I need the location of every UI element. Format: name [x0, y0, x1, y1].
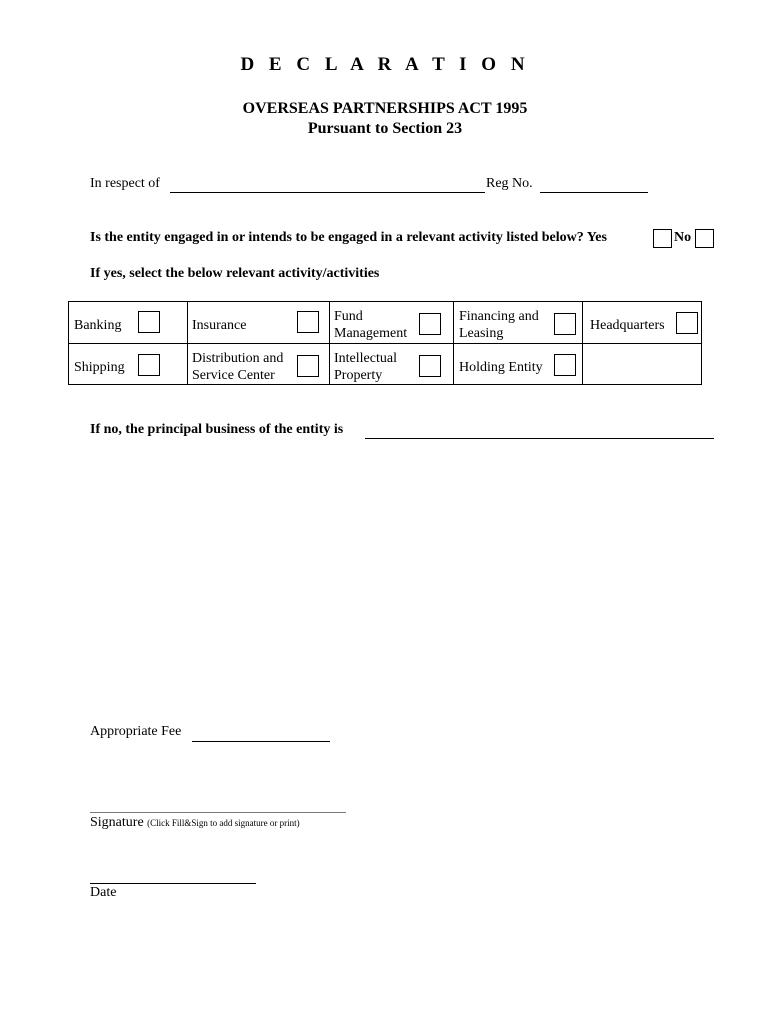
relevant-activity-question: Is the entity engaged in or intends to be engaged in a relevant activity listed below? Yes	[90, 230, 607, 245]
select-activities-instruction: If yes, select the below relevant activity/activities	[90, 266, 380, 281]
reg-no-field[interactable]	[540, 178, 648, 193]
section-reference: Pursuant to Section 23	[307, 120, 463, 137]
appropriate-fee-label: Appropriate Fee	[90, 724, 182, 739]
page-title: D E C L A R A T I O N	[240, 54, 530, 75]
principal-business-field[interactable]	[365, 424, 714, 439]
reg-no-label: Reg No.	[486, 176, 533, 191]
activity-table	[68, 301, 702, 385]
activity-banking-checkbox[interactable]	[138, 311, 160, 333]
signature-hint: (Click Fill&Sign to add signature or print)	[147, 818, 300, 828]
appropriate-fee-field[interactable]	[192, 727, 330, 742]
activity-intellectual-property-checkbox[interactable]	[419, 355, 441, 377]
activity-holding-entity-label: Holding Entity	[459, 360, 543, 375]
signature-line[interactable]	[90, 812, 346, 813]
activity-headquarters-checkbox[interactable]	[676, 312, 698, 334]
activity-distribution-checkbox[interactable]	[297, 355, 319, 377]
in-respect-of-label: In respect of	[90, 176, 160, 191]
activity-shipping-checkbox[interactable]	[138, 354, 160, 376]
no-checkbox[interactable]	[695, 229, 714, 248]
activity-headquarters-label: Headquarters	[590, 318, 665, 333]
activity-holding-entity-checkbox[interactable]	[554, 354, 576, 376]
activity-financing-leasing-checkbox[interactable]	[554, 313, 576, 335]
no-label: No	[674, 230, 692, 245]
principal-business-label: If no, the principal business of the entity is	[90, 422, 344, 437]
activity-fund-management-checkbox[interactable]	[419, 313, 441, 335]
date-line[interactable]	[90, 883, 256, 884]
in-respect-of-field[interactable]	[170, 178, 485, 193]
activity-insurance-label: Insurance	[192, 318, 247, 333]
signature-label: Signature (Click Fill&Sign to add signature or print)	[90, 815, 300, 830]
activity-financing-leasing-label: Financing and Leasing	[459, 309, 539, 341]
activity-intellectual-property-label: Intellectual Property	[334, 351, 397, 383]
activity-insurance-checkbox[interactable]	[297, 311, 319, 333]
yes-checkbox[interactable]	[653, 229, 672, 248]
date-label: Date	[90, 885, 117, 900]
activity-distribution-label: Distribution and Service Center	[192, 351, 284, 383]
activity-shipping-label: Shipping	[74, 360, 125, 375]
activity-banking-label: Banking	[74, 318, 122, 333]
activity-fund-management-label: Fund Management	[334, 309, 408, 341]
act-name: OVERSEAS PARTNERSHIPS ACT 1995	[242, 100, 528, 117]
